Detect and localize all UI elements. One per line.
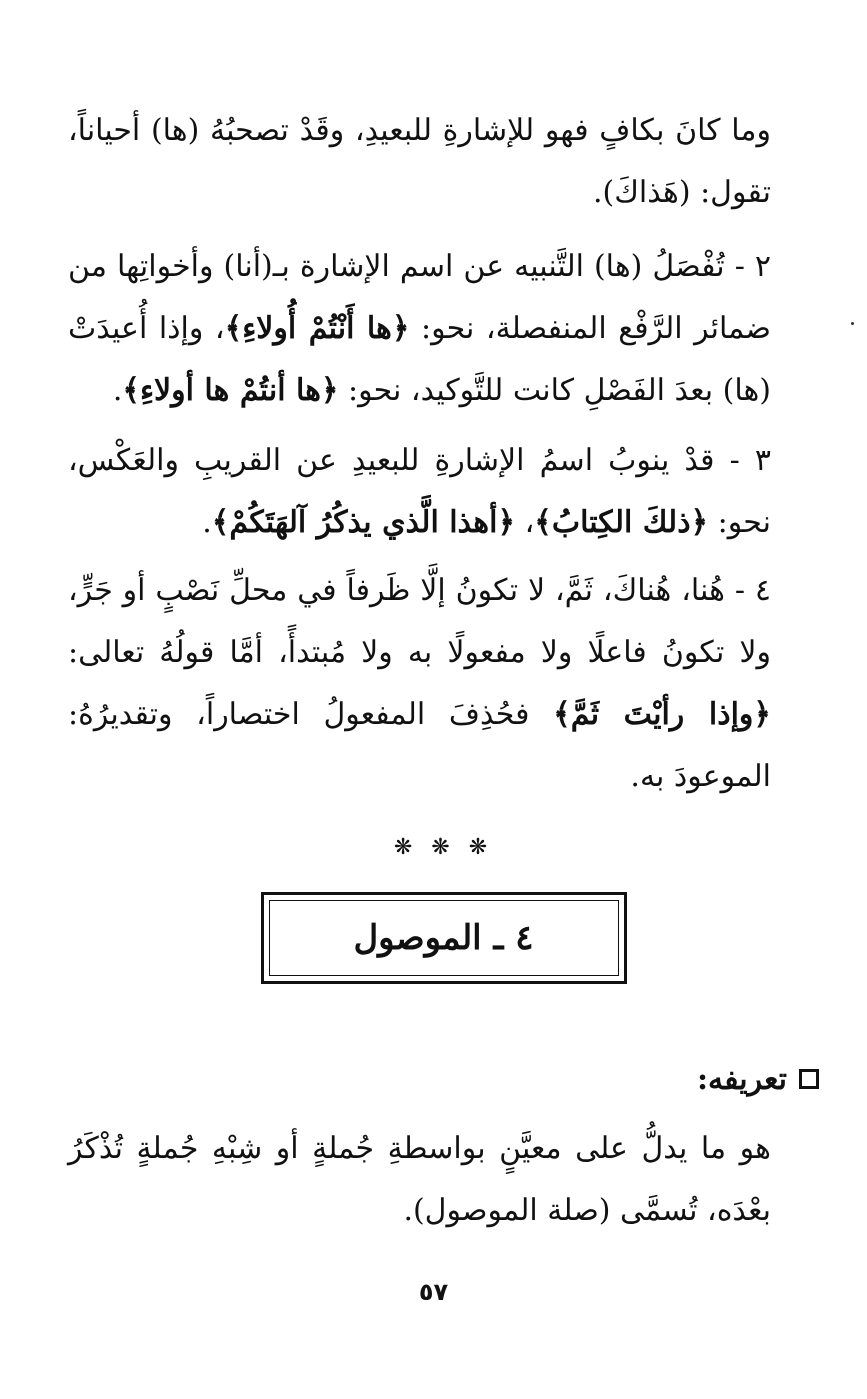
paragraph-3-substitution <box>68 430 819 554</box>
section-title: ٤ ـ الموصول <box>269 900 619 976</box>
book-page <box>68 100 819 1399</box>
quran-quote: ﴿أهذا الَّذي يذكُرُ آلهَتَكُمْ﴾ <box>211 505 516 540</box>
paragraph-4-place-adverbs <box>68 560 819 808</box>
paragraph-4-text: ٤ - هُنا، هُناكَ، ثَمَّ، لا تكونُ إلَّا ظَرفاً في محلِّ نَصْبٍ أو جَرٍّ، ولا تكونُ فاعلًا ولا مفعولًا به ولا مُبتدأً، أمَّا قولُهُ تعالى: <box>68 573 771 670</box>
section-separator-ornament: ❋ ❋ ❋ <box>393 835 494 860</box>
quran-quote: ﴿ها أنتُمْ ها أولاءِ﴾ <box>122 373 339 408</box>
quran-quote: ﴿وإذا رأيْتَ ثَمَّ﴾ <box>553 697 771 732</box>
quran-quote: ﴿ذلكَ الكِتابُ﴾ <box>534 505 709 540</box>
paragraph-2-suffix: . <box>112 373 123 408</box>
quran-quote: ﴿ها أَنْتُمْ أُولاءِ﴾ <box>224 311 410 346</box>
paragraph-2-separation-of-ha <box>68 236 819 422</box>
paragraph-3-suffix: . <box>202 505 212 540</box>
section-title-frame <box>261 892 627 984</box>
page-number: ٥٧ <box>418 1278 449 1306</box>
definition-heading <box>68 1056 819 1102</box>
paragraph-2-text-middle: ، وإذا أُعيدَتْ (ها) بعدَ الفَصْلِ كانت للتَّوكيد، نحو: <box>68 311 771 408</box>
definition-paragraph: هو ما يدلُّ على معيَّنٍ بواسطةِ جُملةٍ أو شِبْهِ جُملةٍ تُذْكَرُ بعْدَه، تُسمَّى (صلة الموصول). <box>68 1131 771 1228</box>
paragraph-4-suffix: فحُذِفَ المفعولُ اختصاراً، وتقديرُهُ: الموعودَ به. <box>68 697 771 794</box>
stray-ink-dot <box>851 322 854 325</box>
definition-heading-label: تعريفه: <box>696 1061 787 1097</box>
paragraph-2-text: ٢ - تُفْصَلُ (ها) التَّنبيه عن اسم الإشارة بـ(أنا) وأخواتِها من ضمائر الرَّفْع المنفصلة، نحو: <box>68 249 771 346</box>
paragraph-3-text-middle: ، <box>515 505 535 540</box>
paragraph-far-demonstrative: وما كانَ بكافٍ فهو للإشارةِ للبعيدِ، وقَدْ تصحبُهُ (ها) أحياناً، تقول: (هَذاكَ). <box>68 113 771 210</box>
paragraph-3-text: ٣ - قدْ ينوبُ اسمُ الإشارةِ للبعيدِ عن القريبِ والعَكْس، نحو: <box>68 443 771 540</box>
square-bullet-icon <box>799 1069 819 1089</box>
